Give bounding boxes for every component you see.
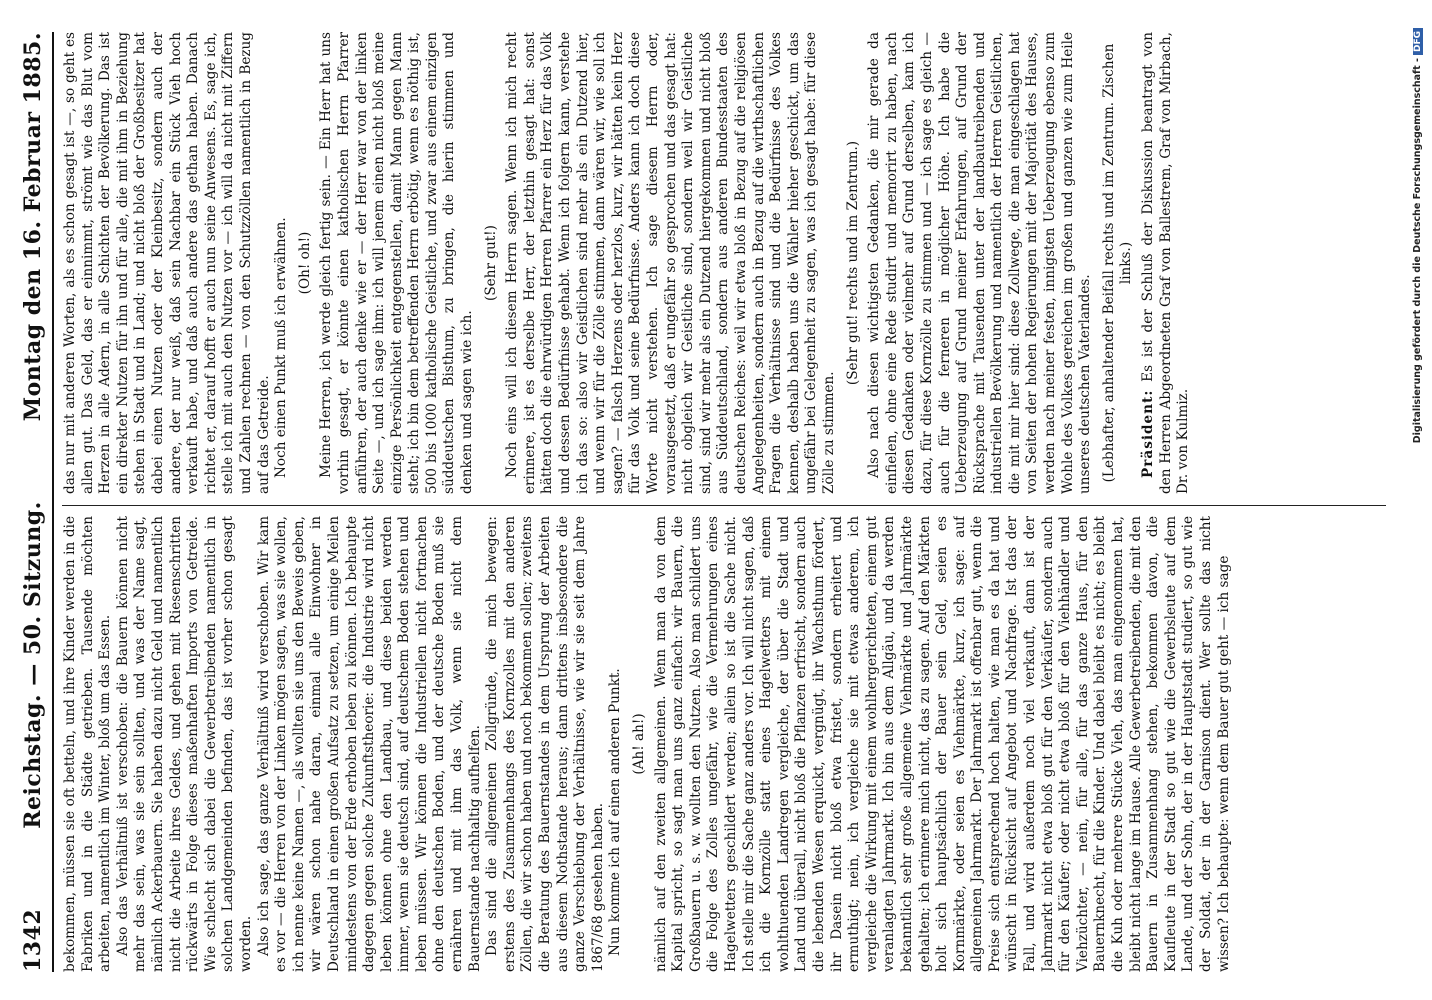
speaker-label: Präsident:: [1140, 389, 1157, 478]
page-header: [18, 32, 48, 972]
speech-paragraph: Meine Herren, ich werde gleich fertig sein. — Ein Herr hat uns vorhin gesagt, er könnte einen katholischen Herrn Pfarrer anführen, der auch denke wie er — der Herr war von der linken Seite —, und ich sage ihm: ich will jenem einen nicht bloß meine einzige Persönlichkeit entgegenstellen, damit Mann gegen Mann steht; ich bin dem betreffenden Herrn erbötig, wenn es nöthig ist, 500 bis 1000 katholische Geistliche, und zwar aus einem einzigen süddeutschen Bisthum, zu bringen, die hierin stimmen und denken und sagen wie ich.: [318, 32, 476, 494]
digitization-text: Digitalisierung gefördert durch die Deutsche Forschungsgemeinschaft -: [1412, 58, 1423, 444]
president-statement: [1140, 32, 1193, 494]
speech-paragraph: nämlich auf den zweiten allgemeinen. Wenn man da von dem Kapital spricht, so sagt man uns ganz einfach: wir Bauern, die Großbauern u. s. w. wollten den Nutzen. Also man schildert uns die Folge des Zolles ungefähr, wie die Vermehrungen eines Hagelwetters geschildert werden; allein so ist die Sache nicht. Ich stelle mir die Sache ganz anders vor. Ich will nicht sagen, daß ich die Kornzölle statt eines Hagelwetters mit einem wohlthuenden Landregen vergleiche, der über die Stadt und Land und überall, nicht bloß die Pflanzen erfrischt, sondern auch die lebenden Wesen erquickt, vergnügt, ihr Wachsthum fördert, ihr Dasein nicht bloß etwa fristet, sondern erheitert und ermuthigt; nein, ich vergleiche sie mit etwas anderem, ich vergleiche die Wirkung mit einem wohlhergerichteten, einem gut veranlagten Jahrmarkt. Ich bin aus dem Allgäu, und da werden bekanntlich sehr große allgemeine Viehmärkte und Jahrmärkte gehalten; ich erinnere mich nicht, das zu sagen. Auf den Märkten holt sich hauptsächlich der Bauer sein Geld, seien es Kornmärkte, oder seien es Viehmärkte, kurz, ich sage: auf allgemeinen Jahrmarkt. Der Jahrmarkt ist offenbar gut, wenn die Preise sich entsprechend hoch halten, wie man es da hat und wünscht in Rücksicht auf Angebot und Nachfrage. Ist das der Fall, und wird außerdem noch viel verkauft, dann ist der Jahrmarkt nicht etwa bloß gut für den Verkäufer, sondern auch für den Käufer; oder nicht etwa bloß für den Viehhändler und Viehzüchter, — nein, für alle, für das ganze Haus, für den Bauernknecht, für die Kinder. Und dabei bleibt es nicht; es bleibt die Kuh oder mehrere Stücke Vieh, das man eingenommen hat, bleibt nicht lange im Hause. Alle Gewerbetreibenden, die mit den Bauern in Zusammenhang stehen, bekommen davon, die Kaufleute in der Stadt so gut wie die Gewerbsleute auf dem Lande, und der Sohn, der in der Hauptstadt studiert, so gut wie der Soldat, der in der Garnison dient. Wer sollte das nicht wissen? Ich behaupte: wenn dem Bauer gut geht — ich sage: [652, 516, 1232, 972]
page-number: 1342: [20, 908, 46, 972]
right-column: [62, 32, 1386, 494]
speech-paragraph: Nun komme ich auf einen anderen Punkt.: [607, 668, 624, 956]
speech-paragraph: Also nach diesen wichtigsten Gedanken, die mir gerade da einfielen, ohne eine Rede studirt und memorirt zu haben, nach diesen Gedanken oder vielmehr auf Grund derselben, kam ich dazu, für diese Kornzölle zu stimmen und — ich sage es gleich — auch für die ferneren in möglicher Höhe. Ich habe die Ueberzeugung auf Grund meiner Erfahrungen, auf Grund der Rücksprache mit Tausenden unter der landbautreibenden und industriellen Bevölkerung und namentlich der Herren Geistlichen, die mit mir hier sind: diese Zollwege, die man eingeschlagen hat von Seiten der hohen Regierungen mit der Majorität des Hauses, werden nach meiner festen, innigsten Ueberzeugung ebenso zum Wohle des Volkes gereichen im großen und ganzen wie zum Heile unseres deutschen Vaterlandes.: [866, 32, 1094, 494]
speech-paragraph: das nur mit anderen Worten, als es schon gesagt ist —, so geht es allen gut. Das Geld, das er einnimmt, strömt wie das Blut vom Herzen in alle Adern, in alle Schichten der Bevölkerung. Das ist ein direkter Nutzen für ihn und für alle, die mit ihm in Beziehung stehen in Stadt und in Land; und nicht bloß der Großbesitzer hat dabei einen Nutzen oder der Kleinbesitz, sondern auch der andere, der nur weiß, daß sein Nachbar ein Stück Vieh hoch verkauft habe, und daß auch andere das gethan haben. Danach richtet er, darauf hofft er auch nun seine Anwesens. Es, sage ich, stelle ich mit auch den Nutzen vor — ich will da nicht mit Ziffern und Zahlen rechnen — von den Schutzzöllen namentlich in Bezug auf das Getreide.: [62, 32, 272, 494]
header-rule: [52, 32, 54, 972]
interjection: (Sehr gut! rechts und im Zentrum.): [844, 140, 861, 386]
column-divider: [62, 505, 1386, 506]
digitization-note: [1412, 28, 1423, 972]
interjection: (Oh! oh!): [296, 231, 313, 295]
speech-paragraph: bekommen, müssen sie oft betteln, und ihre Kinder werden in die Fabriken und in die Städte getrieben. Tausende möchten arbeiten, namentlich im Winter, bloß um das Essen.: [62, 516, 114, 972]
left-column: [62, 516, 1386, 972]
interjection: (Ah! ah!): [631, 713, 647, 775]
speech-paragraph: Noch einen Punkt muß ich erwähnen.: [273, 217, 290, 478]
interjection: (Sehr gut!): [482, 225, 499, 301]
speech-paragraph: Das sind die allgemeinen Zollgründe, die mich bewegen: erstens des Zusammenhangs des Kornzolles mit den anderen Zöllen, die wir schon haben und noch bekommen sollen; zweitens die Beratung des Bauernstandes in dem Ursprung der Arbeiten aus diesem Nothstande heraus; dann drittens insbesondere die ganze Verschiebung der Verhältnisse, wie wir sie seit dem Jahre 1867/68 gesehen haben.: [484, 516, 606, 972]
speech-paragraph: Also das Verhältniß ist verschoben: die Bauern können nicht mehr das sein, was sie sein sollten, und was der Name sagt, nämlich Ackerbauern. Sie haben dazu nicht Geld und namentlich nicht die Arbeite ihres Geldes, und gehen mit Riesenschritten rückwärts in Folge dieses maßenhaften Imports von Getreide. Wie schlecht sich dabei die Gewerbetreibenden namentlich in solchen Landgemeinden befinden, das ist vorher schon gesagt worden.: [114, 516, 254, 972]
dfg-logo: DFG: [1413, 28, 1423, 55]
speech-text: Es ist der Schluß der Diskussion beantragt von den Herren Abgeordneten Graf von Ballestrem, Graf von Mirbach, Dr. von Kulmiz.: [1140, 32, 1192, 494]
session-title: Reichstag. — 50. Sitzung.: [20, 501, 46, 829]
speech-paragraph: Also ich sage, das ganze Verhältniß wird verschoben. Wir kam es vor — die Herren von der Linken mögen sagen, was sie wollen, ich nenne keine Namen —, als wollten sie uns den Beweis geben, wir wären schon nahe daran, einmal alle Einwohner in Deutschland in einen großen Aufsatz zu setzen, um einige Meilen mindestens von der Erde erhoben leben zu können. Ich behaupte dagegen gegen solche Zukunftstheorie: die Industrie wird nicht leben können ohne den Landbau, und diese beiden werden immer, wenn sie deutsch sind, auf deutschem Boden stehen und leben müssen. Wir können die Industriellen nicht fortnachen ohne den deutschen Boden, und der deutsche Boden muß sie ernähren und mit ihm das Volk, wenn sie nicht dem Bauernstande nachhaltig aufhelfen.: [255, 516, 483, 972]
speech-paragraph: Noch eins will ich diesem Herrn sagen. Wenn ich mich recht erinnere, ist es derselbe Herr, der letzthin gesagt hat: sonst hätten doch die ehrwürdigen Herren Pfarrer ein Herz für das Volk und dessen Bedürfnisse gehabt. Wenn ich folgern kann, verstehe ich das so: also wir Geistlichen sind mehr als ein Dutzend hier, und wenn wir für die Zölle stimmen, dann wären wir, wie soll ich sagen? — falsch Herzens oder herzlos, kurz, wir hätten kein Herz für das Volk und seine Bedürfnisse. Anders kann ich doch diese Worte nicht verstehen. Ich sage diesem Herrn oder, vorausgesetzt, daß er ungefähr so gesprochen und das gesagt hat: nicht obgleich wir Geistliche sind, sondern weil wir Geistliche sind, sind wir mehr als ein Dutzend hiergekommen und nicht bloß aus Süddeutschland, sondern aus anderen Bundesstaaten des deutschen Reiches: weil wir etwa bloß in Bezug auf die religiösen Angelegenheiten, sondern auch in Bezug auf die wirthschaftlichen Fragen die Verhältnisse sind und die Bedürfnisse des Volkes kennen, deshalb haben uns die Wähler hieher geschickt, um das ungefähr bei Gelegenheit zu sagen, was ich gesagt habe: für diese Zölle zu stimmen.: [504, 32, 837, 494]
interjection: (Lebhafter, anhaltender Beifall rechts und im Zentrum. Zischen links.): [1100, 43, 1135, 483]
session-date: Montag den 16. Februar 1885.: [20, 32, 46, 422]
